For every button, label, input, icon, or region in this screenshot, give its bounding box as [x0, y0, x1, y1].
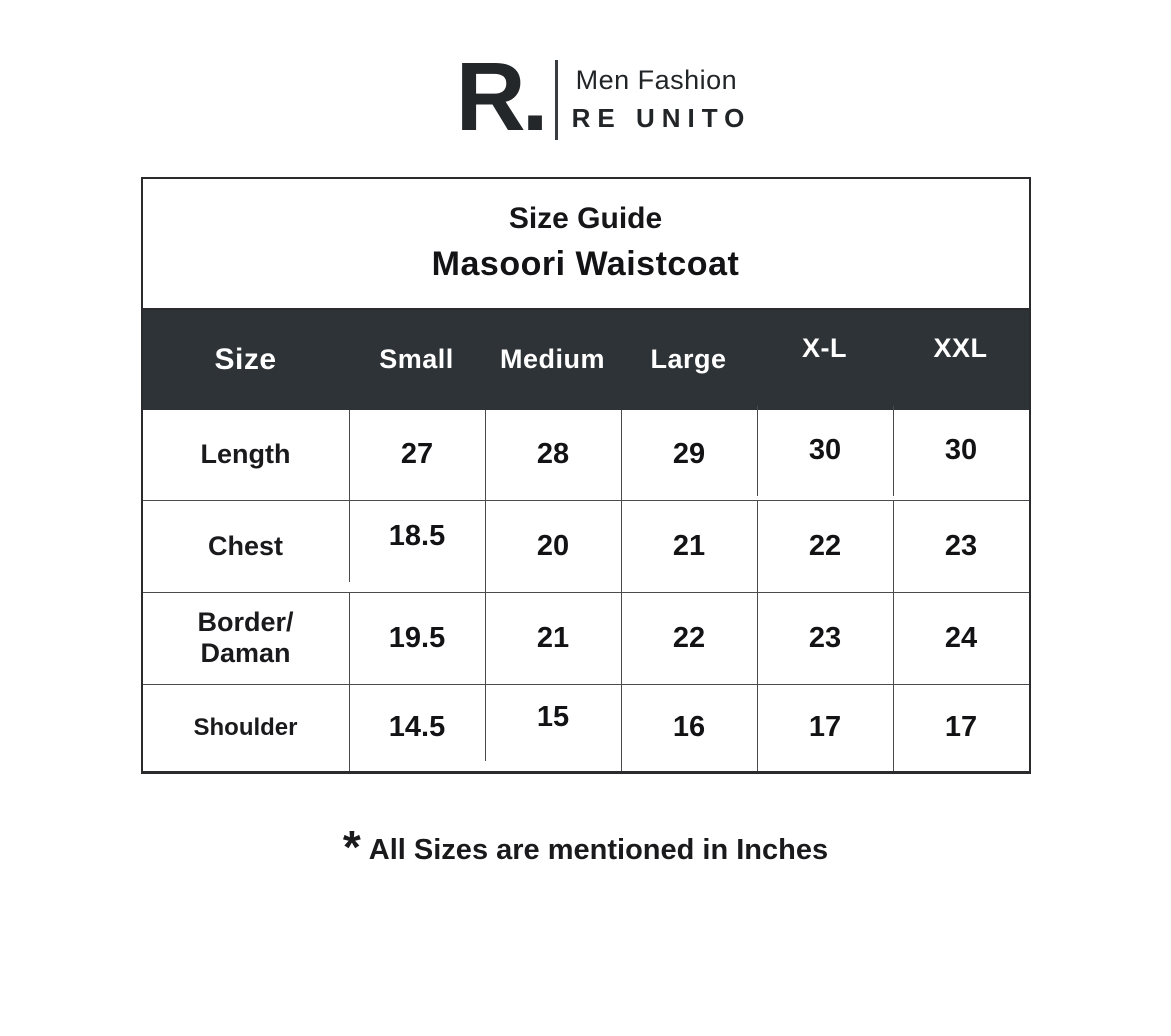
table-cell: 29	[621, 410, 757, 500]
brand-tagline: Men Fashion	[575, 65, 738, 96]
column-header-medium: Medium	[499, 344, 605, 375]
table-row-length	[143, 410, 1029, 500]
table-cell: 23	[893, 501, 1029, 592]
row-label: Chest	[207, 530, 283, 561]
column-header-xxl: XXL	[933, 333, 988, 364]
column-header-size: Size	[214, 342, 277, 376]
size-guide-title: Size Guide	[508, 202, 663, 236]
table-cell: 17	[757, 685, 893, 771]
brand-r-monogram: R.	[455, 42, 545, 151]
row-label: Length	[200, 439, 291, 470]
table-body	[143, 410, 1029, 771]
column-header-small: Small	[379, 344, 454, 375]
row-label: Border/ Daman	[197, 607, 294, 669]
table-cell: 21	[621, 501, 757, 592]
brand-logo	[18, 42, 1171, 151]
table-cell: 18.5	[349, 491, 485, 582]
size-guide-title-box	[143, 179, 1029, 310]
table-cell: 27	[349, 410, 485, 500]
brand-text	[572, 65, 752, 134]
table-header-row	[143, 310, 1029, 410]
column-header-xl: X-L	[802, 333, 847, 364]
table-cell: 23	[757, 593, 893, 684]
table-cell: 21	[485, 593, 621, 684]
table-cell: 16	[621, 685, 757, 771]
row-label: Shoulder	[193, 713, 298, 741]
table-cell: 15	[485, 675, 621, 761]
footnote-text: All Sizes are mentioned in Inches	[368, 833, 829, 866]
table-cell: 22	[621, 593, 757, 684]
page	[0, 42, 1171, 1036]
table-cell: 14.5	[349, 685, 485, 771]
footnote	[0, 820, 1171, 874]
table-cell: 20	[485, 501, 621, 592]
table-row-chest	[143, 500, 1029, 592]
table-cell: 17	[893, 685, 1029, 771]
table-row-border-daman	[143, 592, 1029, 684]
table-cell: 22	[757, 501, 893, 592]
asterisk-marker: *	[342, 820, 361, 873]
table-row-shoulder	[143, 684, 1029, 771]
product-name: Masoori Waistcoat	[431, 245, 740, 284]
table-cell: 24	[893, 593, 1029, 684]
table-cell: 28	[485, 410, 621, 500]
table-cell: 19.5	[349, 593, 485, 684]
column-header-large: Large	[650, 344, 727, 375]
brand-divider	[555, 60, 558, 140]
table-cell: 30	[757, 406, 893, 496]
table-cell: 30	[893, 406, 1029, 496]
size-guide-card	[141, 177, 1031, 774]
brand-name: RE UNITO	[571, 103, 752, 134]
